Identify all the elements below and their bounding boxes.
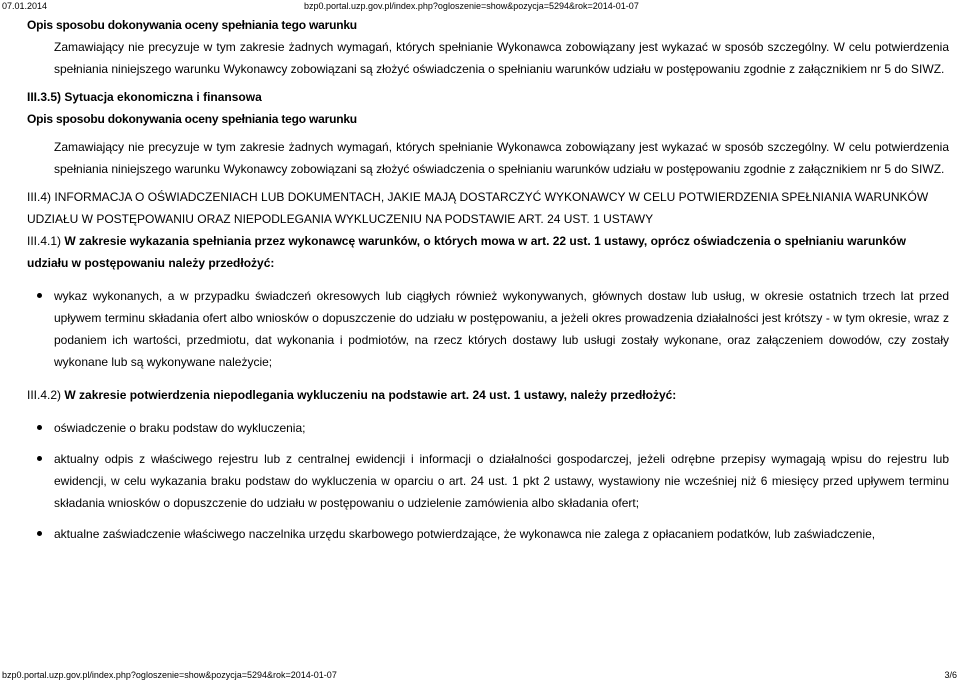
section-iii-4	[27, 186, 949, 230]
bullet-icon	[37, 456, 42, 461]
section-title: W zakresie potwierdzenia niepodlegania wykluczeniu na podstawie art. 24 ust. 1 ustawy, należy przedłożyć:	[64, 388, 677, 402]
list-documents-exclusion	[27, 417, 949, 545]
section-title: W zakresie wykazania spełniania przez wykonawcę warunków, o których mowa w art. 22 ust. 1 ustawy, oprócz oświadczenia o spełnianiu warunków udziału w postępowaniu należy przedłożyć:	[27, 234, 906, 270]
list-item	[54, 285, 949, 373]
print-header-url[interactable]: bzp0.portal.uzp.gov.pl/index.php?ogloszenie=show&pozycja=5294&rok=2014-01-07	[304, 1, 639, 11]
list-item-text: wykaz wykonanych, a w przypadku świadczeń okresowych lub ciągłych również wykonywanych, głównych dostaw lub usług, w okresie ostatnich trzech lat przed upływem terminu składania ofert albo wniosków o dopuszczenie do udziału w postępowaniu, a jeżeli okres prowadzenia działalności jest krótszy - w tym okresie, wraz z podaniem ich wartości, przedmiotu, dat wykonania i podmiotów, na rzecz których dostawy lub usługi zostały wykonane, oraz załączeniem dowodów, czy zostały wykonane lub są wykonywane należycie;	[54, 289, 949, 369]
bullet-icon	[37, 293, 42, 298]
page-number: 3/6	[944, 670, 957, 680]
bullet-icon	[37, 425, 42, 430]
paragraph-condition-1: Zamawiający nie precyzuje w tym zakresie żadnych wymagań, których spełnianie Wykonawca zobowiązany jest wykazać w sposób szczególny. W celu potwierdzenia spełniania niniejszego warunku Wykonawcy zobowiązani są złożyć oświadczenia o spełnianiu warunków udziału w postępowaniu zgodnie z załącznikiem nr 5 do SIWZ.	[54, 40, 949, 76]
list-item	[54, 523, 949, 545]
section-iii-4-2	[27, 384, 949, 406]
list-item	[54, 448, 949, 514]
section-title: Sytuacja ekonomiczna i finansowa	[64, 90, 262, 104]
paragraph-condition-2: Zamawiający nie precyzuje w tym zakresie żadnych wymagań, których spełnianie Wykonawca zobowiązany jest wykazać w sposób szczególny. W celu potwierdzenia spełniania niniejszego warunku Wykonawcy zobowiązani są złożyć oświadczenia o spełnianiu warunków udziału w postępowaniu zgodnie z załącznikiem nr 5 do SIWZ.	[54, 140, 949, 176]
list-item-text: aktualny odpis z właściwego rejestru lub z centralnej ewidencji i informacji o działalności gospodarczej, jeżeli odrębne przepisy wymagają wpisu do rejestru lub ewidencji, w celu wykazania braku podstaw do wykluczenia w oparciu o art. 24 ust. 1 pkt 2 ustawy, wystawiony nie wcześniej niż 6 miesięcy przed upływem terminu składania wniosków o dopuszczenie do udziału w postępowaniu o udzielenie zamówienia albo składania ofert;	[54, 452, 949, 510]
list-item-text: aktualne zaświadczenie właściwego naczelnika urzędu skarbowego potwierdzające, że wykonawca nie zalega z opłacaniem podatków, lub zaświadczenie,	[54, 527, 876, 541]
section-number: III.4.1)	[27, 234, 62, 248]
print-footer	[0, 669, 959, 683]
bullet-icon	[37, 531, 42, 536]
list-item	[54, 417, 949, 439]
section-number: III.4)	[27, 190, 52, 204]
document-body	[27, 14, 949, 545]
section-iii-4-1	[27, 230, 949, 274]
heading-evaluation-method-1: Opis sposobu dokonywania oceny spełniania tego warunku	[27, 18, 357, 32]
print-header	[0, 0, 959, 14]
list-documents-conditions	[27, 285, 949, 373]
heading-evaluation-method-2: Opis sposobu dokonywania oceny spełniania tego warunku	[27, 112, 357, 126]
section-number: III.4.2)	[27, 388, 62, 402]
print-footer-url[interactable]: bzp0.portal.uzp.gov.pl/index.php?ogloszenie=show&pozycja=5294&rok=2014-01-07	[2, 670, 337, 680]
section-iii-3-5	[27, 86, 949, 108]
list-item-text: oświadczenie o braku podstaw do wykluczenia;	[54, 421, 306, 435]
print-date: 07.01.2014	[2, 1, 48, 11]
section-title: INFORMACJA O OŚWIADCZENIACH LUB DOKUMENTACH, JAKIE MAJĄ DOSTARCZYĆ WYKONAWCY W CELU POTWIERDZENIA SPEŁNIANIA WARUNKÓW UDZIAŁU W POSTĘPOWANIU ORAZ NIEPODLEGANIA WYKLUCZENIU NA PODSTAWIE ART. 24 UST. 1 USTAWY	[27, 190, 929, 226]
section-number: III.3.5)	[27, 90, 62, 104]
